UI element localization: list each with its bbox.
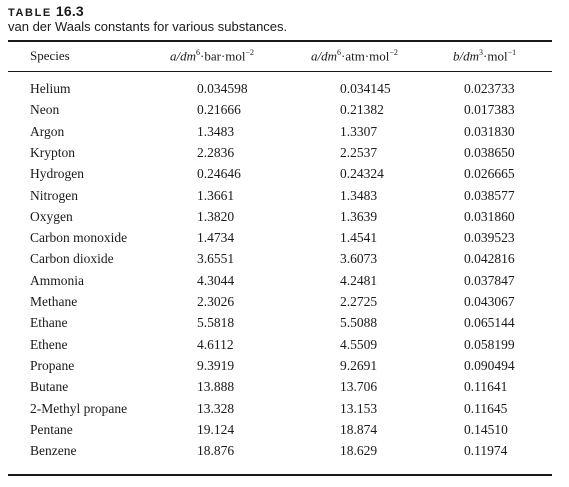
table-row [0,379,569,400]
header-species: Species [30,48,70,63]
a-atm-cell: 13.706 [340,379,378,395]
b-cell: 0.14510 [464,421,508,437]
table-row [0,315,569,336]
table-row [0,145,569,166]
a-atm-cell: 0.24324 [340,166,384,182]
species-cell: Carbon monoxide [30,230,128,246]
b-cell: 0.037847 [464,272,515,288]
table-row [0,443,569,464]
b-cell: 0.023733 [464,81,515,96]
a-bar-cell: 1.3820 [197,208,235,224]
species-cell: Krypton [30,144,75,160]
species-cell: Ammonia [30,272,84,288]
a-bar-cell: 13.888 [197,379,235,395]
a-atm-cell: 13.153 [340,400,378,416]
a-atm-cell: 1.3307 [340,123,378,139]
a-bar-cell: 2.2836 [197,144,235,160]
b-cell: 0.043067 [464,294,515,309]
b-cell: 0.038577 [464,187,515,203]
table-row [0,358,569,379]
a-bar-cell: 4.3044 [197,272,235,288]
species-cell: Pentane [30,421,73,437]
a-bar-cell: 0.24646 [197,166,241,182]
b-cell: 0.042816 [464,251,515,267]
a-atm-cell: 18.874 [340,421,378,437]
a-atm-cell: 0.21382 [340,102,384,118]
species-cell: Methane [30,294,78,309]
species-cell: Butane [30,379,69,395]
header-a-atm: $a/dm^6\cdot atm\cdot mol^{-2}$ [311,48,398,64]
table-row [0,81,569,102]
b-cell: 0.058199 [464,336,515,352]
species-cell: Carbon dioxide [30,251,114,267]
a-bar-cell: 2.3026 [197,294,235,309]
species-cell: Argon [30,123,65,139]
species-cell: Helium [30,81,71,96]
a-atm-cell: 2.2537 [340,144,378,160]
table-row [0,251,569,272]
b-cell: 0.031830 [464,123,515,139]
species-cell: Benzene [30,443,77,459]
b-cell: 0.031860 [464,208,515,224]
table-row [0,230,569,251]
b-cell: 0.090494 [464,357,515,373]
header-a-bar: $a/dm^6\cdot bar\cdot mol^{-2}$ [170,48,254,64]
species-cell: Neon [30,102,60,118]
table-row [0,294,569,315]
a-atm-cell: 9.2691 [340,357,378,373]
a-atm-cell: 5.5088 [340,315,378,331]
species-cell: Hydrogen [30,166,84,182]
table-label-word: TABLE [8,7,52,19]
a-atm-cell: 1.3483 [340,187,378,203]
b-cell: 0.038650 [464,144,515,160]
a-bar-cell: 1.4734 [197,230,235,246]
a-atm-cell: 2.2725 [340,294,378,309]
species-cell: Nitrogen [30,187,78,203]
b-cell: 0.11645 [464,400,508,416]
table-row [0,102,569,123]
table-row [0,188,569,209]
top-rule [8,40,552,42]
b-cell: 0.065144 [464,315,515,331]
table-label [8,3,84,19]
a-bar-cell: 0.034598 [197,81,248,96]
table-row [0,401,569,422]
b-cell: 0.11974 [464,443,508,459]
species-cell: Ethene [30,336,68,352]
table-row [0,209,569,230]
table-row [0,124,569,145]
b-cell: 0.11641 [464,379,508,395]
b-cell: 0.017383 [464,102,515,118]
a-atm-cell: 18.629 [340,443,378,459]
table-row [0,273,569,294]
species-cell: Propane [30,357,75,373]
table-row [0,337,569,358]
header-rule [8,71,552,72]
a-atm-cell: 1.4541 [340,230,378,246]
a-atm-cell: 4.5509 [340,336,378,352]
b-cell: 0.039523 [464,230,515,246]
a-bar-cell: 13.328 [197,400,235,416]
a-atm-cell: 1.3639 [340,208,378,224]
species-cell: 2-Methyl propane [30,400,128,416]
bottom-rule [8,474,552,476]
a-bar-cell: 9.3919 [197,357,235,373]
a-bar-cell: 3.6551 [197,251,235,267]
a-bar-cell: 4.6112 [197,336,234,352]
header-b: $b/dm^3\cdot mol^{-1}$ [453,48,517,64]
table-row [0,422,569,443]
a-atm-cell: 0.034145 [340,81,391,96]
a-atm-cell: 4.2481 [340,272,378,288]
a-bar-cell: 19.124 [197,421,235,437]
b-cell: 0.026665 [464,166,515,182]
species-cell: Ethane [30,315,68,331]
a-bar-cell: 1.3483 [197,123,235,139]
a-bar-cell: 1.3661 [197,187,235,203]
a-bar-cell: 0.21666 [197,102,241,118]
a-bar-cell: 5.5818 [197,315,235,331]
table-row [0,166,569,187]
table-caption: van der Waals constants for various substances. [8,19,288,34]
a-atm-cell: 3.6073 [340,251,378,267]
table-label-number: 16.3 [55,3,84,19]
a-bar-cell: 18.876 [197,443,235,459]
species-cell: Oxygen [30,208,73,224]
